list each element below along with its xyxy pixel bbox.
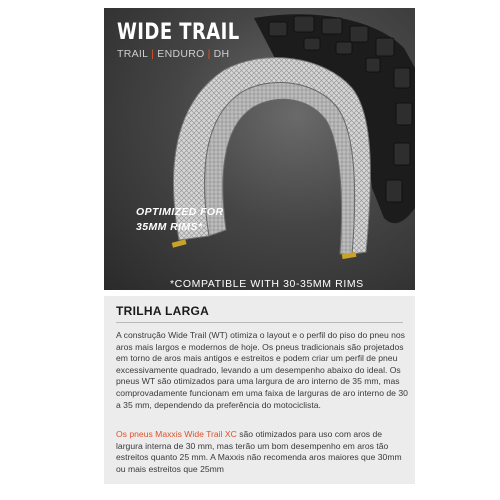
category-enduro: ENDURO <box>157 48 205 60</box>
category-trail: TRAIL <box>117 48 149 60</box>
optimized-rims-label: OPTIMIZED FOR 35MM RIMS* <box>136 206 224 233</box>
description-panel <box>104 296 415 484</box>
compatible-rims-note: *COMPATIBLE WITH 30-35MM RIMS <box>170 278 364 290</box>
heading-divider <box>116 322 403 323</box>
description-paragraph: A construção Wide Trail (WT) otimiza o layout e o perfil do piso do pneu nos aros mais largos e modernos de hoje. Os pneus tradicionais são projetados em torno de aros mais antigos e estreitos e podem criar um perfil de pneu excessivamente quadrado, levando a um desempenho abaixo do ideal. Os pneus WT são otimizados para uma largura de aro interno de 35 mm, mas comprovadamente funcionam em uma faixa de larguras de aro interno de 30 a 35 mm, dependendo da preferência do motociclista. <box>116 330 408 410</box>
category-separator: | <box>207 48 211 60</box>
banner-categories <box>117 48 229 60</box>
panel-heading: TRILHA LARGA <box>116 304 210 318</box>
wide-trail-banner <box>104 8 415 290</box>
category-separator: | <box>151 48 155 60</box>
xc-note-paragraph <box>116 429 408 475</box>
xc-note-text: são otimizados para uso com aros de largura interna de 30 mm, mas terão um bom desempenho em aros tão estreitos quanto 25 mm. A Maxxis não recomenda aros maiores que 30mm ou mais estreitos que 25mm <box>116 429 402 474</box>
category-dh: DH <box>213 48 230 60</box>
banner-title: WIDE TRAIL <box>117 20 240 45</box>
xc-tire-link[interactable]: Os pneus Maxxis Wide Trail XC <box>116 429 237 439</box>
